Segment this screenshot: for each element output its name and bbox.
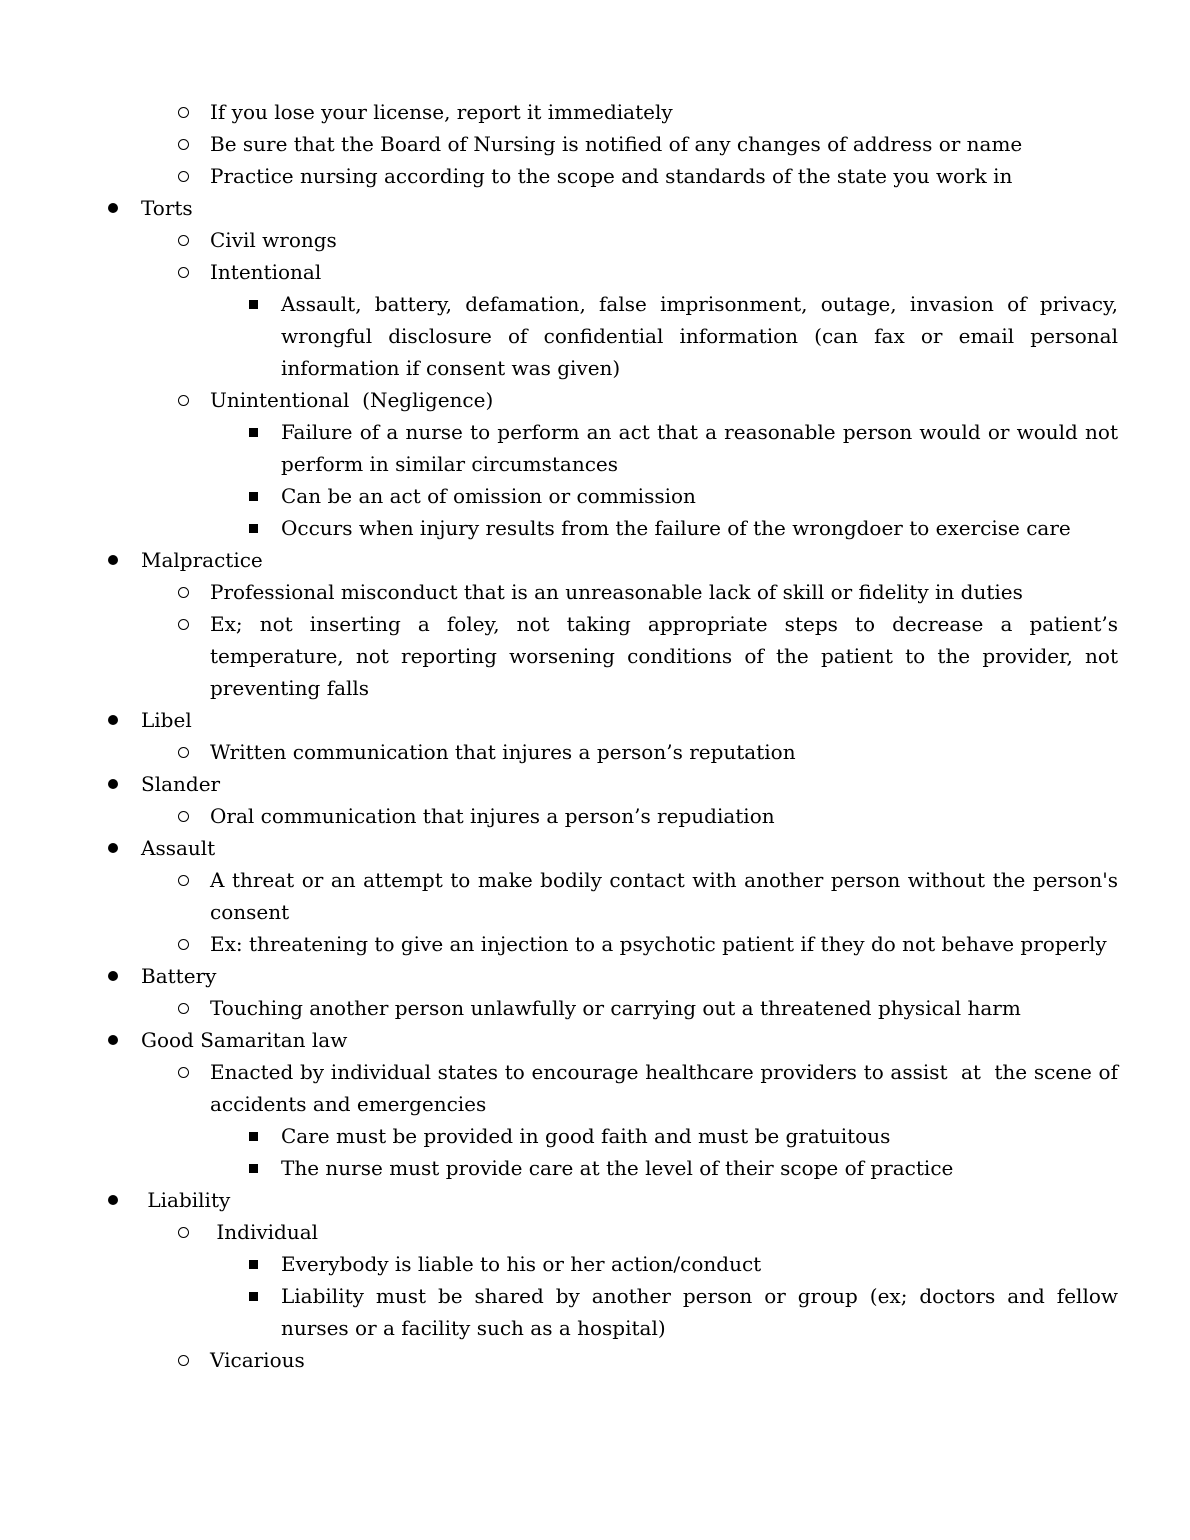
list-item-text: Liability bbox=[141, 1188, 231, 1212]
hollow-circle-bullet-icon bbox=[178, 587, 189, 598]
list-item-text: Vicarious bbox=[210, 1348, 305, 1372]
list-item bbox=[0, 1344, 1118, 1376]
list-item bbox=[0, 960, 1118, 992]
list-item bbox=[0, 1184, 1118, 1216]
list-item bbox=[0, 1152, 1118, 1184]
hollow-circle-bullet-icon bbox=[178, 395, 189, 406]
filled-circle-bullet-icon bbox=[108, 555, 118, 565]
hollow-circle-bullet-icon bbox=[178, 1227, 189, 1238]
list-item-text: Care must be provided in good faith and must be gratuitous bbox=[281, 1124, 891, 1148]
list-item-text: Battery bbox=[141, 964, 217, 988]
list-item-text: If you lose your license, report it immediately bbox=[210, 100, 673, 124]
list-item bbox=[0, 992, 1118, 1024]
list-item-text: Assault, battery, defamation, false imprisonment, outage, invasion of privacy, wrongful disclosure of confidential information (can fax or email personal information if consent was given) bbox=[281, 292, 1125, 380]
list-item-text: Be sure that the Board of Nursing is notified of any changes of address or name bbox=[210, 132, 1023, 156]
list-item bbox=[0, 544, 1118, 576]
list-item-text: Can be an act of omission or commission bbox=[281, 484, 696, 508]
list-item bbox=[0, 1216, 1118, 1248]
list-item bbox=[0, 288, 1125, 384]
list-item-text: Slander bbox=[141, 772, 221, 796]
list-item-text: A threat or an attempt to make bodily contact with another person without the person's consent bbox=[210, 868, 1125, 924]
list-item-text: Ex; not inserting a foley, not taking appropriate steps to decrease a patient’s temperature, not reporting worsening conditions of the patient to the provider, not preventing falls bbox=[210, 612, 1125, 700]
document-body bbox=[0, 96, 1125, 1376]
list-item bbox=[0, 576, 1118, 608]
list-item bbox=[0, 96, 1118, 128]
list-item-text: Ex: threatening to give an injection to a psychotic patient if they do not behave properly bbox=[210, 932, 1107, 956]
list-item-text: Libel bbox=[141, 708, 192, 732]
filled-circle-bullet-icon bbox=[108, 715, 118, 725]
list-item bbox=[0, 160, 1118, 192]
list-item bbox=[0, 1280, 1125, 1344]
list-item-text: Civil wrongs bbox=[210, 228, 337, 252]
hollow-circle-bullet-icon bbox=[178, 811, 189, 822]
list-item-text: Practice nursing according to the scope and standards of the state you work in bbox=[210, 164, 1013, 188]
list-item bbox=[0, 800, 1118, 832]
filled-circle-bullet-icon bbox=[108, 843, 118, 853]
list-item-text: Liability must be shared by another person or group (ex; doctors and fellow nurses or a facility such as a hospital) bbox=[281, 1284, 1125, 1340]
hollow-circle-bullet-icon bbox=[178, 939, 189, 950]
list-item bbox=[0, 1024, 1118, 1056]
hollow-circle-bullet-icon bbox=[178, 107, 189, 118]
list-item bbox=[0, 192, 1118, 224]
list-item-text: Oral communication that injures a person’s repudiation bbox=[210, 804, 775, 828]
list-item-text: Touching another person unlawfully or carrying out a threatened physical harm bbox=[210, 996, 1021, 1020]
list-item bbox=[0, 864, 1125, 928]
list-item bbox=[0, 416, 1125, 480]
list-item-text: Everybody is liable to his or her action/conduct bbox=[281, 1252, 762, 1276]
hollow-circle-bullet-icon bbox=[178, 235, 189, 246]
filled-square-bullet-icon bbox=[249, 1164, 258, 1173]
filled-square-bullet-icon bbox=[249, 1260, 258, 1269]
list-item-text: Failure of a nurse to perform an act that a reasonable person would or would not perform in similar circumstances bbox=[281, 420, 1125, 476]
filled-square-bullet-icon bbox=[249, 492, 258, 501]
list-item bbox=[0, 1248, 1118, 1280]
list-item bbox=[0, 256, 1118, 288]
list-item-text: Assault bbox=[141, 836, 216, 860]
list-item bbox=[0, 832, 1118, 864]
list-item-text: Enacted by individual states to encourage healthcare providers to assist at the scene of accidents and emergencies bbox=[210, 1060, 1125, 1116]
hollow-circle-bullet-icon bbox=[178, 875, 189, 886]
list-item bbox=[0, 928, 1118, 960]
filled-square-bullet-icon bbox=[249, 1132, 258, 1141]
list-item bbox=[0, 768, 1118, 800]
filled-circle-bullet-icon bbox=[108, 971, 118, 981]
filled-circle-bullet-icon bbox=[108, 203, 118, 213]
list-item-text: Written communication that injures a person’s reputation bbox=[210, 740, 796, 764]
list-item-text: Unintentional (Negligence) bbox=[210, 388, 494, 412]
list-item bbox=[0, 704, 1118, 736]
list-item bbox=[0, 128, 1118, 160]
filled-square-bullet-icon bbox=[249, 300, 258, 309]
list-item bbox=[0, 480, 1118, 512]
list-item-text: Occurs when injury results from the failure of the wrongdoer to exercise care bbox=[281, 516, 1071, 540]
list-item bbox=[0, 384, 1118, 416]
list-item bbox=[0, 1120, 1118, 1152]
filled-square-bullet-icon bbox=[249, 428, 258, 437]
list-item bbox=[0, 736, 1118, 768]
filled-circle-bullet-icon bbox=[108, 1035, 118, 1045]
hollow-circle-bullet-icon bbox=[178, 619, 189, 630]
list-item bbox=[0, 608, 1125, 704]
list-item-text: Torts bbox=[141, 196, 193, 220]
list-item bbox=[0, 1056, 1125, 1120]
hollow-circle-bullet-icon bbox=[178, 1067, 189, 1078]
hollow-circle-bullet-icon bbox=[178, 1003, 189, 1014]
filled-square-bullet-icon bbox=[249, 524, 258, 533]
filled-square-bullet-icon bbox=[249, 1292, 258, 1301]
list-item-text: Intentional bbox=[210, 260, 322, 284]
list-item-text: The nurse must provide care at the level of their scope of practice bbox=[281, 1156, 954, 1180]
hollow-circle-bullet-icon bbox=[178, 139, 189, 150]
list-item-text: Individual bbox=[210, 1220, 319, 1244]
list-item-text: Good Samaritan law bbox=[141, 1028, 348, 1052]
hollow-circle-bullet-icon bbox=[178, 267, 189, 278]
filled-circle-bullet-icon bbox=[108, 779, 118, 789]
hollow-circle-bullet-icon bbox=[178, 171, 189, 182]
list-item-text: Malpractice bbox=[141, 548, 263, 572]
list-item bbox=[0, 512, 1118, 544]
list-item bbox=[0, 224, 1118, 256]
hollow-circle-bullet-icon bbox=[178, 747, 189, 758]
hollow-circle-bullet-icon bbox=[178, 1355, 189, 1366]
filled-circle-bullet-icon bbox=[108, 1195, 118, 1205]
list-item-text: Professional misconduct that is an unreasonable lack of skill or fidelity in duties bbox=[210, 580, 1023, 604]
